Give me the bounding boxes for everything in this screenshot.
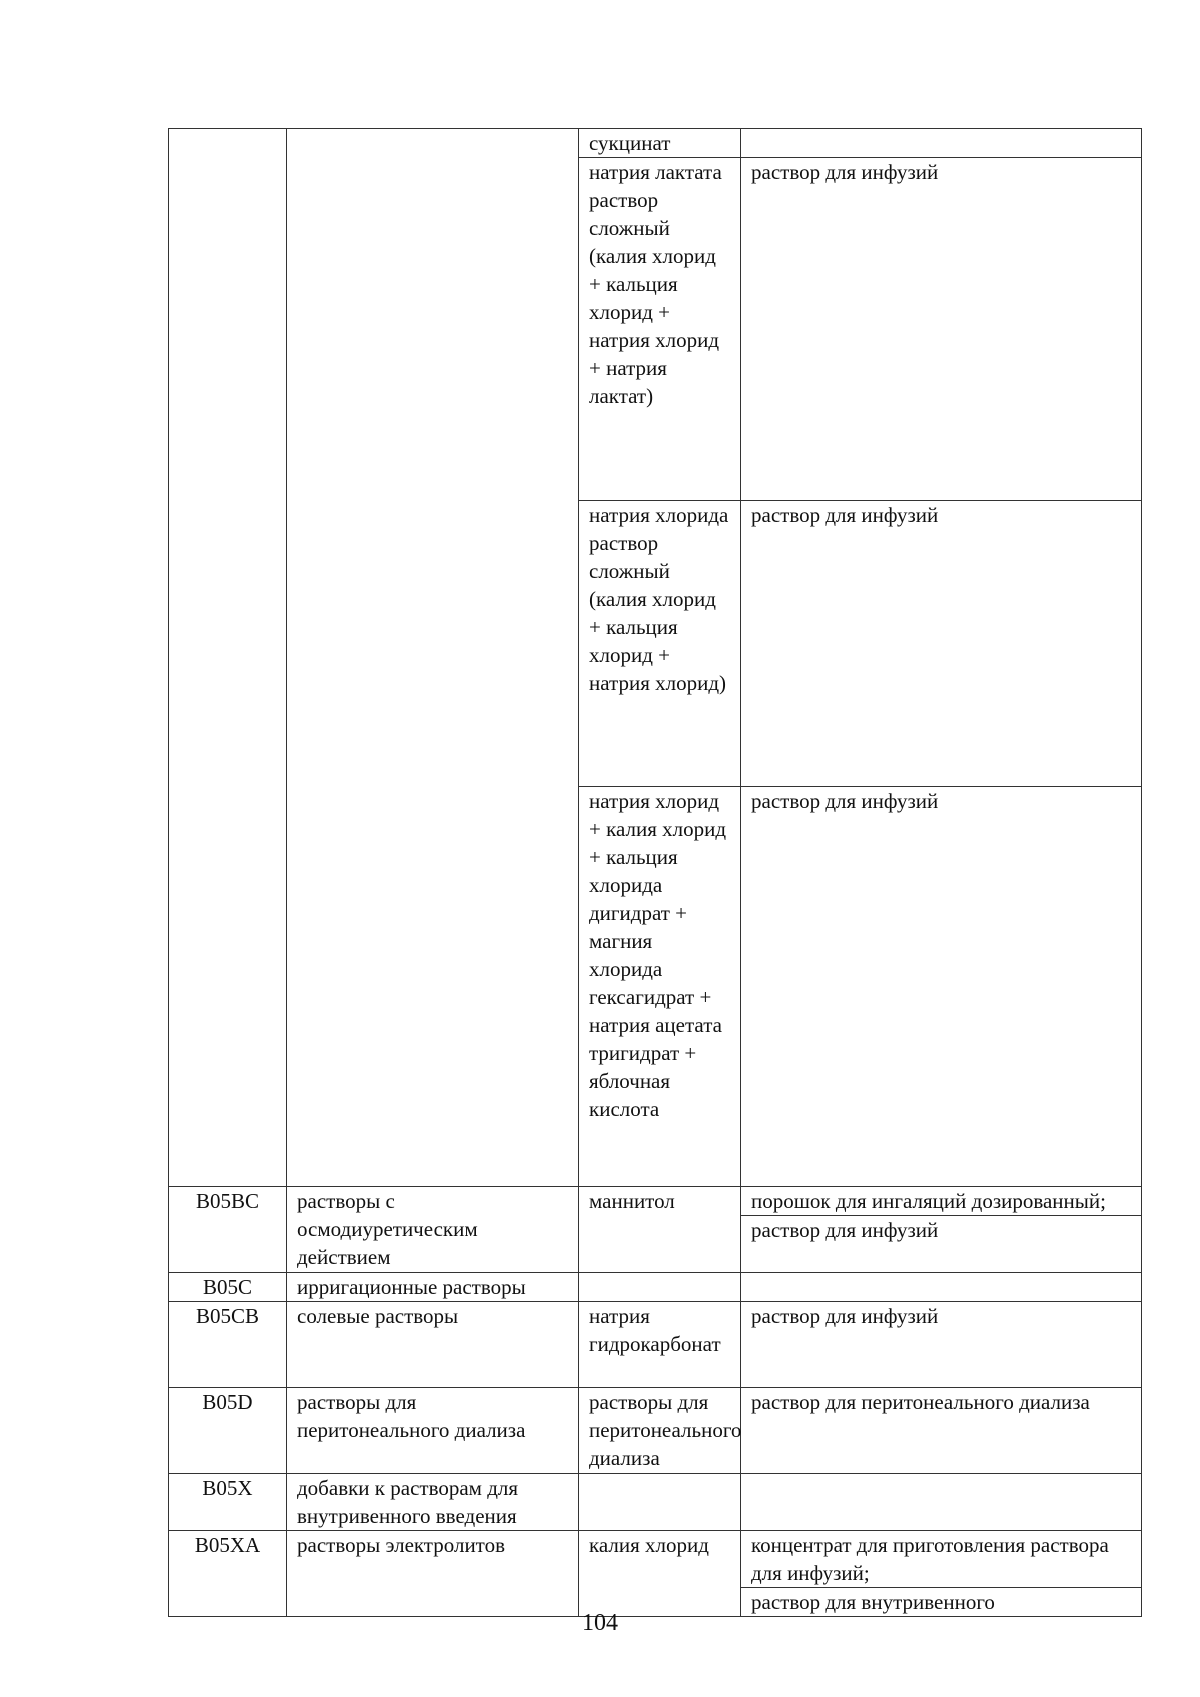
dosage-form-cell: раствор для перитонеального диализа [741,1388,1142,1474]
group-name-cell: растворы для перитонеального диализа [287,1388,579,1474]
drug-name-cell [579,1273,741,1302]
dosage-form-line: раствор для внутривенного [741,1587,1141,1616]
dosage-form-cell: раствор для инфузий [741,158,1142,501]
group-name-cell: солевые растворы [287,1302,579,1388]
drug-name-cell: натрия гидрокарбонат [579,1302,741,1388]
atc-code-cell [169,129,287,1187]
drug-name-cell: натрия хлорида раствор сложный (калия хлорид + кальция хлорид + натрия хлорид) [579,501,741,787]
drug-name-cell [579,1474,741,1531]
dosage-form-cell [741,1531,1142,1617]
atc-code-cell: B05XA [169,1531,287,1617]
dosage-form-cell [741,1187,1142,1273]
dosage-form-line: порошок для ингаляций дозированный; [751,1189,1106,1213]
group-name-cell: ирригационные растворы [287,1273,579,1302]
atc-code-cell: B05D [169,1388,287,1474]
dosage-form-cell [741,129,1142,158]
dosage-form-cell: раствор для инфузий [741,787,1142,1187]
drug-classification-table [168,128,1142,1617]
drug-name-cell: натрия хлорид + калия хлорид + кальция хлорида дигидрат + магния хлорида гексагидрат + натрия ацетата тригидрат + яблочная кислота [579,787,741,1187]
atc-code-cell: B05BC [169,1187,287,1273]
dosage-form-line: раствор для инфузий [741,1215,1141,1244]
table-row [169,1302,1142,1388]
drug-name-cell: сукцинат [579,129,741,158]
atc-code-cell: B05C [169,1273,287,1302]
drug-name-cell: растворы для перитонеального диализа [579,1388,741,1474]
dosage-form-cell: раствор для инфузий [741,1302,1142,1388]
drug-name-cell: натрия лактата раствор сложный (калия хлорид + кальция хлорид + натрия хлорид + натрия лактат) [579,158,741,501]
dosage-form-cell [741,1273,1142,1302]
group-name-cell [287,129,579,1187]
atc-code-cell: B05X [169,1474,287,1531]
page-number: 104 [582,1610,618,1636]
group-name-cell: растворы с осмодиуретическим действием [287,1187,579,1273]
drug-name-cell: маннитол [579,1187,741,1273]
table-row [169,1474,1142,1531]
table-row [169,1531,1142,1617]
table-row [169,1187,1142,1273]
group-name-cell: растворы электролитов [287,1531,579,1617]
dosage-form-line: концентрат для приготовления раствора для инфузий; [751,1533,1109,1585]
dosage-form-cell [741,1474,1142,1531]
atc-code-cell: B05CB [169,1302,287,1388]
dosage-form-cell: раствор для инфузий [741,501,1142,787]
table-row [169,1388,1142,1474]
table-row [169,129,1142,158]
group-name-cell: добавки к растворам для внутривенного введения [287,1474,579,1531]
table-row [169,1273,1142,1302]
drug-name-cell: калия хлорид [579,1531,741,1617]
